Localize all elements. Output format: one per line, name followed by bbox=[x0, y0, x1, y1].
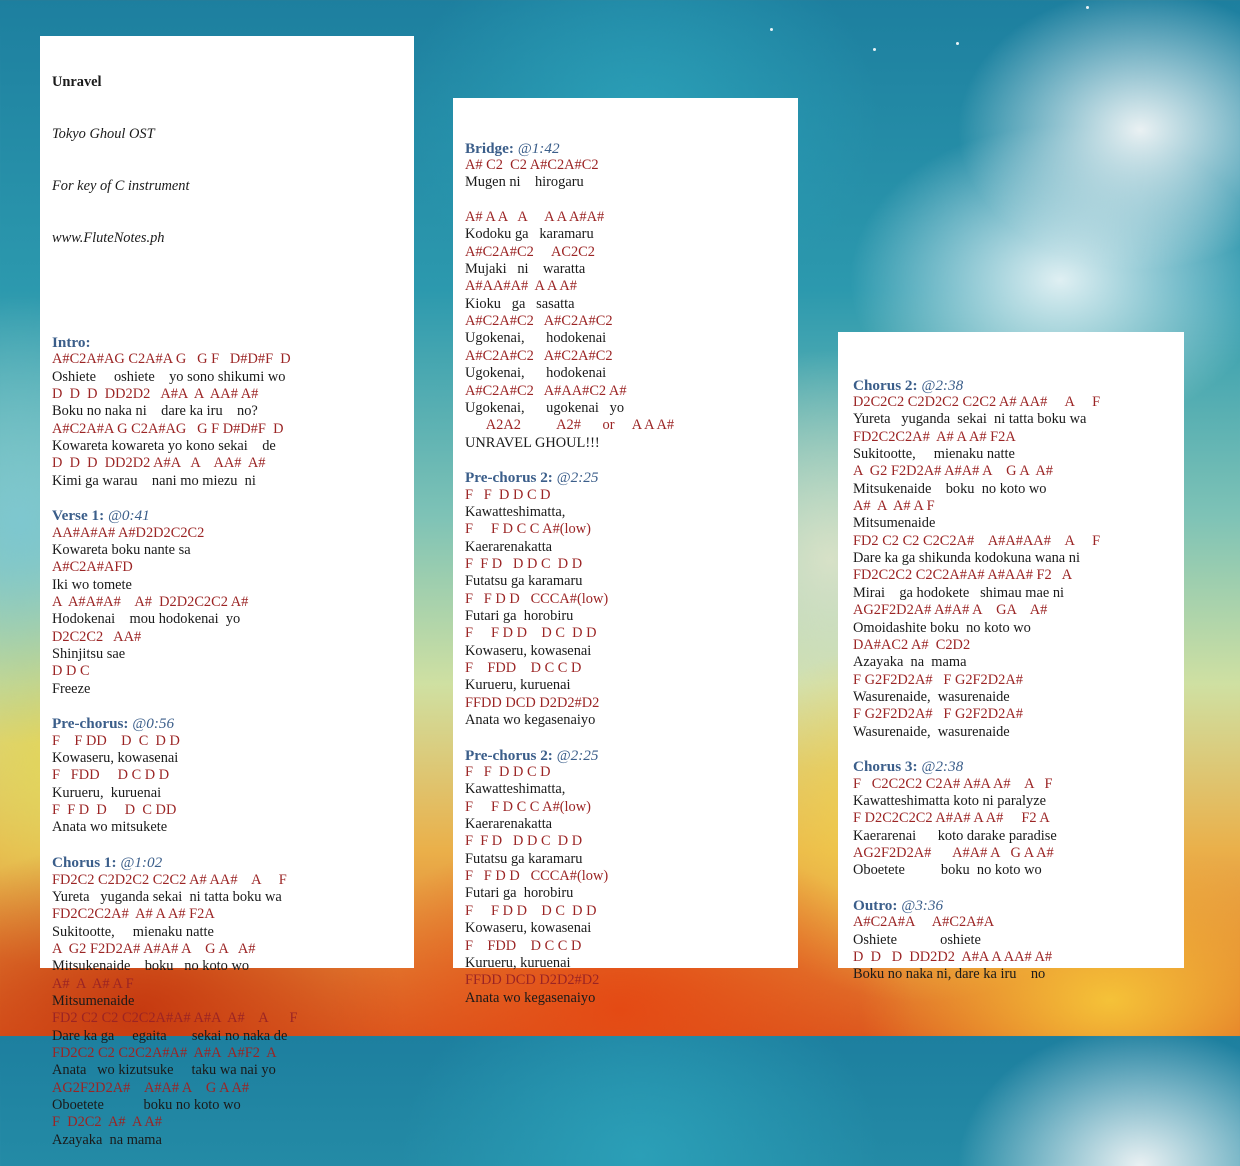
lyric-line: UNRAVEL GHOUL!!! bbox=[465, 434, 600, 451]
note-line: FD2C2C2 C2C2A#A# A#AA# F2 A bbox=[853, 567, 1073, 584]
section-heading bbox=[52, 507, 414, 524]
lyric-line: Kioku ga sasatta bbox=[465, 295, 575, 312]
note-line: FFDD DCD D2D2#D2 bbox=[465, 972, 600, 989]
lyric-line: Kurueru, kuruenai bbox=[465, 677, 571, 694]
lyric-line: Anata wo kegasenaiyo bbox=[465, 989, 596, 1006]
note-line: F F D D D C D D bbox=[465, 555, 583, 572]
note-line: FD2 C2 C2 C2C2A# A#A#AA# A F bbox=[853, 532, 1101, 549]
note-line: F F D D C D bbox=[465, 764, 551, 781]
lyric-line: Oboetete boku no koto wo bbox=[52, 1096, 241, 1113]
section-time: @2:38 bbox=[921, 758, 964, 776]
note-line: FD2C2C2A# A# A A# F2A bbox=[52, 906, 215, 923]
lyric-line: Boku no naka ni dare ka iru no? bbox=[52, 403, 258, 420]
lyric-line: Mitsumenaide bbox=[853, 515, 936, 532]
lyric-line: Yureta yuganda sekai ni tatta boku wa bbox=[853, 411, 1087, 428]
section-name: Chorus 1: bbox=[52, 854, 117, 872]
lyric-line: Kaerarenakatta bbox=[465, 538, 553, 555]
spacer bbox=[465, 192, 798, 209]
background-star bbox=[956, 42, 959, 45]
lyric-line: Kawatteshimatta, bbox=[465, 503, 566, 520]
section-name: Bridge: bbox=[465, 139, 514, 157]
section-name: Outro: bbox=[853, 897, 898, 914]
note-line: D D D DD2D2 A#A A AA# A# bbox=[853, 949, 1053, 966]
section-name: Pre-chorus 2: bbox=[465, 746, 553, 764]
lyric-line: Kimi ga warau nani mo miezu ni bbox=[52, 472, 256, 489]
lyric-line: Sukitootte, mienaku natte bbox=[853, 446, 1015, 463]
lyric-line: Futari ga horobiru bbox=[465, 885, 574, 902]
lyric-line: Mujaki ni waratta bbox=[465, 261, 586, 278]
lyric-line: Kurueru, kuruenai bbox=[52, 784, 162, 801]
note-line: A# C2 C2 A#C2A#C2 bbox=[465, 157, 599, 174]
song-source: Tokyo Ghoul OST bbox=[52, 125, 155, 142]
lyric-line: Azayaka na mama bbox=[853, 654, 967, 671]
lyric-line: Azayaka na mama bbox=[52, 1131, 162, 1148]
background-star bbox=[1086, 6, 1089, 9]
section-heading bbox=[465, 747, 798, 764]
note-line: AA#A#A# A#D2D2C2C2 bbox=[52, 524, 205, 541]
note-line: FD2 C2 C2 C2C2A#A# A#A A# A F bbox=[52, 1010, 298, 1027]
lyric-line: Kowaseru, kowasenai bbox=[465, 920, 592, 937]
section-name: Intro: bbox=[52, 333, 91, 351]
lyric-line: Kodoku ga karamaru bbox=[465, 226, 594, 243]
instrument-note: For key of C instrument bbox=[52, 177, 190, 194]
lyric-line: Kowareta kowareta yo kono sekai de bbox=[52, 437, 276, 454]
note-line: F F D D D C D D bbox=[465, 625, 597, 642]
note-line: A#C2A#A G C2A#AG G F D#D#F D bbox=[52, 420, 284, 437]
lyric-line: Boku no naka ni, dare ka iru no bbox=[853, 966, 1046, 983]
note-line: F FDD D C C D bbox=[465, 660, 582, 676]
column-body bbox=[52, 334, 414, 1149]
note-line: AG2F2D2A# A#A# A GA A# bbox=[853, 602, 1048, 619]
lyric-line: Mirai ga hodokete shimau mae ni bbox=[853, 584, 1065, 601]
section-time: @1:02 bbox=[120, 854, 163, 872]
lyric-line: Ugokenai, hodokenai bbox=[465, 330, 607, 347]
note-line: F G2F2D2A# F G2F2D2A# bbox=[853, 671, 1023, 688]
section-time: @3:36 bbox=[901, 897, 944, 914]
lyric-line: Anata wo kizutsuke taku wa nai yo bbox=[52, 1062, 276, 1079]
note-line: F FDD D C C D bbox=[465, 937, 582, 954]
lyric-line: Mitsumenaide bbox=[52, 992, 135, 1009]
lyric-line: Ugokenai, hodokenai bbox=[465, 365, 607, 382]
note-line: A G2 F2D2A# A#A# A G A A# bbox=[52, 940, 256, 957]
lyric-line: Omoidashite boku no koto wo bbox=[853, 619, 1031, 636]
note-line: A#C2A#AFD bbox=[52, 559, 133, 576]
lyric-line: Futari ga horobiru bbox=[465, 607, 574, 624]
note-line: FFDD DCD D2D2#D2 bbox=[465, 694, 600, 711]
spacer bbox=[465, 452, 798, 469]
note-line: A# A A A A A A#A# bbox=[465, 209, 605, 226]
song-title: Unravel bbox=[52, 73, 102, 90]
section-heading bbox=[465, 469, 798, 486]
section-name: Pre-chorus 2: bbox=[465, 469, 553, 487]
section-name: Pre-chorus: bbox=[52, 715, 129, 733]
lyric-line: Kawatteshimatta, bbox=[465, 781, 566, 798]
sheet-column-2 bbox=[453, 98, 798, 1006]
section-heading bbox=[853, 897, 1184, 914]
note-line: D2C2C2 AA# bbox=[52, 628, 142, 645]
column-body bbox=[465, 140, 798, 1007]
lyric-line: Kaerarenai koto darake paradise bbox=[853, 827, 1057, 844]
note-line: F FDD D C D D bbox=[52, 767, 170, 784]
note-line: F F D D CCCA#(low) bbox=[465, 868, 609, 885]
section-time: @2:25 bbox=[556, 746, 599, 764]
note-line: D D C bbox=[52, 663, 90, 680]
lyric-line: Ugokenai, ugokenai yo bbox=[465, 399, 625, 416]
sheet-column-1 bbox=[40, 36, 414, 1148]
sheet-column-3 bbox=[838, 332, 1184, 983]
lyric-line: Kowaseru, kowasenai bbox=[465, 642, 592, 659]
lyric-line: Kurueru, kuruenai bbox=[465, 954, 571, 971]
section-time: @0:41 bbox=[107, 507, 150, 525]
section-time: @2:25 bbox=[556, 469, 599, 487]
section-heading bbox=[853, 377, 1184, 394]
section-heading bbox=[465, 140, 798, 157]
background-star bbox=[873, 48, 876, 51]
note-line: D D D DD2D2 A#A A AA# A# bbox=[52, 455, 266, 472]
lyric-line: Kowareta boku nante sa bbox=[52, 541, 191, 558]
note-line: F F D C C A#(low) bbox=[465, 798, 591, 815]
note-line: D2C2C2 C2D2C2 C2C2 A# AA# A F bbox=[853, 394, 1101, 411]
note-line: A G2 F2D2A# A#A# A G A A# bbox=[853, 463, 1053, 480]
note-line: D D D DD2D2 A#A A AA# A# bbox=[52, 385, 259, 402]
column-body bbox=[853, 377, 1184, 984]
lyric-line: Sukitootte, mienaku natte bbox=[52, 923, 214, 940]
note-line: DA#AC2 A# C2D2 bbox=[853, 636, 971, 653]
note-line: FD2C2C2A# A# A A# F2A bbox=[853, 428, 1016, 445]
section-time: @0:56 bbox=[132, 715, 175, 733]
note-line: A# A A# A F bbox=[52, 975, 134, 992]
lyric-line: Futatsu ga karamaru bbox=[465, 850, 583, 867]
section-heading bbox=[853, 758, 1184, 775]
lyric-line: Freeze bbox=[52, 680, 91, 697]
section-name: Verse 1: bbox=[52, 507, 105, 525]
lyric-line: Hodokenai mou hodokenai yo bbox=[52, 611, 241, 628]
lyric-line: Oshiete oshiete yo sono shikumi wo bbox=[52, 368, 286, 385]
lyric-line: Futatsu ga karamaru bbox=[465, 573, 583, 590]
note-line: F F D D D C D D bbox=[465, 902, 597, 919]
note-line: F C2C2C2 C2A# A#A A# A F bbox=[853, 775, 1053, 792]
lyric-line: Anata wo mitsukete bbox=[52, 819, 168, 836]
lyric-line: Mugen ni hirogaru bbox=[465, 174, 584, 191]
note-line: A2A2 A2# or A A A# bbox=[465, 417, 675, 434]
note-line: A#C2A#C2 A#C2A#C2 bbox=[465, 347, 613, 364]
note-line: A# A A# A F bbox=[853, 498, 935, 515]
lyric-line: Wasurenaide, wasurenaide bbox=[853, 723, 1010, 740]
note-line: F G2F2D2A# F G2F2D2A# bbox=[853, 706, 1023, 723]
lyric-line: Dare ka ga shikunda kodokuna wana ni bbox=[853, 550, 1080, 567]
section-heading bbox=[52, 334, 414, 351]
spacer bbox=[52, 282, 414, 299]
spacer bbox=[52, 698, 414, 715]
note-line: A#C2A#C2 A#C2A#C2 bbox=[465, 313, 613, 330]
section-time: @1:42 bbox=[517, 139, 560, 157]
website: www.FluteNotes.ph bbox=[52, 229, 165, 246]
spacer bbox=[853, 880, 1184, 897]
note-line: F F D C C A#(low) bbox=[465, 521, 591, 538]
note-line: F F D D CCCA#(low) bbox=[465, 590, 609, 607]
lyric-line: Mitsukenaide boku no koto wo bbox=[853, 480, 1047, 497]
lyric-line: Shinjitsu sae bbox=[52, 646, 126, 663]
spacer bbox=[465, 729, 798, 746]
section-name: Chorus 3: bbox=[853, 758, 918, 776]
note-line: A#C2A#A A#C2A#A bbox=[853, 914, 995, 931]
lyric-line: Kaerarenakatta bbox=[465, 816, 553, 833]
section-heading bbox=[52, 715, 414, 732]
lyric-line: Kowaseru, kowasenai bbox=[52, 750, 179, 767]
note-line: FD2C2 C2D2C2 C2C2 A# AA# A F bbox=[52, 871, 287, 888]
note-line: F D2C2C2C2 A#A# A A# F2 A bbox=[853, 810, 1050, 827]
lyric-line: Oshiete oshiete bbox=[853, 931, 981, 948]
background-star bbox=[770, 28, 773, 31]
note-line: A#AA#A# A A A# bbox=[465, 278, 577, 295]
note-line: A#C2A#AG C2A#A G G F D#D#F D bbox=[52, 351, 291, 368]
note-line: A A#A#A# A# D2D2C2C2 A# bbox=[52, 594, 249, 610]
note-line: AG2F2D2A# A#A# A G A A# bbox=[853, 844, 1054, 861]
note-line: F D2C2 A# A A# bbox=[52, 1114, 162, 1131]
note-line: F F D D D C D D bbox=[465, 833, 583, 850]
lyric-line: Yureta yuganda sekai ni tatta boku wa bbox=[52, 888, 282, 905]
lyric-line: Anata wo kegasenaiyo bbox=[465, 712, 596, 729]
lyric-line: Dare ka ga egaita sekai no naka de bbox=[52, 1027, 288, 1044]
spacer bbox=[52, 490, 414, 507]
spacer bbox=[52, 837, 414, 854]
lyric-line: Kawatteshimatta koto ni paralyze bbox=[853, 792, 1047, 809]
note-line: AG2F2D2A# A#A# A G A A# bbox=[52, 1079, 250, 1096]
lyric-line: Oboetete boku no koto wo bbox=[853, 862, 1042, 879]
section-name: Chorus 2: bbox=[853, 376, 918, 394]
note-line: F F DD D C D D bbox=[52, 732, 180, 749]
note-line: F F D D D C DD bbox=[52, 802, 177, 819]
lyric-line: Mitsukenaide boku no koto wo bbox=[52, 958, 250, 975]
note-line: A#C2A#C2 AC2C2 bbox=[465, 243, 595, 260]
lyric-line: Iki wo tomete bbox=[52, 576, 132, 593]
spacer bbox=[853, 741, 1184, 758]
note-line: A#C2A#C2 A#AA#C2 A# bbox=[465, 382, 627, 399]
section-time: @2:38 bbox=[921, 376, 964, 394]
note-line: F F D D C D bbox=[465, 486, 551, 503]
note-line: FD2C2 C2 C2C2A#A# A#A A#F2 A bbox=[52, 1044, 277, 1061]
lyric-line: Wasurenaide, wasurenaide bbox=[853, 688, 1010, 705]
section-heading bbox=[52, 854, 414, 871]
